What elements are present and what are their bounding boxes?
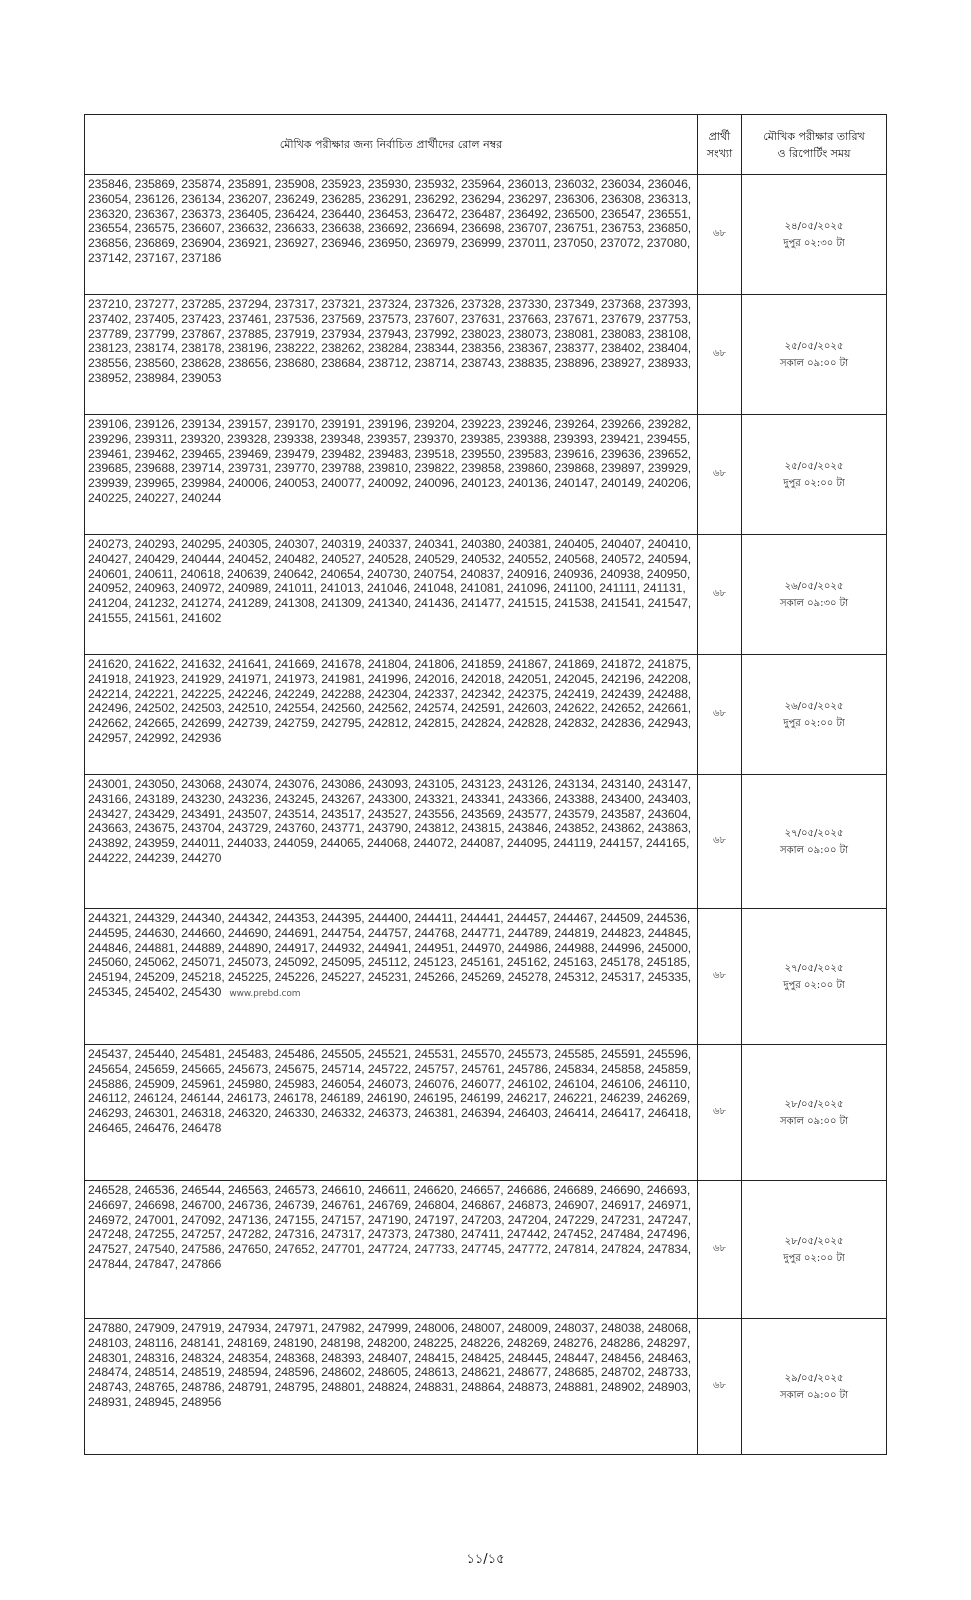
reporting-time: দুপুর ০২:৩০ টা — [783, 237, 845, 249]
date-time-cell — [742, 775, 887, 909]
interview-date: ২৮/০৫/২০২৫ — [784, 1235, 844, 1247]
interview-date: ২৬/০৫/২০২৫ — [784, 700, 844, 712]
interview-date: ২৯/০৫/২০২৫ — [784, 1372, 844, 1384]
roll-numbers-cell: 245437, 245440, 245481, 245483, 245486, 245505, 245521, 245531, 245570, 245573, 245585, 245591, 245596, 245654, 245659, 245665, 245673, 245675, 245714, 245722, 245757, 245761, 245786, 245834, 245858, 245859, 245886, 245909, 245961, 245980, 245983, 246054, 246073, 246076, 246077, 246102, 246104, 246106, 246110, 246112, 246124, 246144, 246173, 246178, 246189, 246190, 246195, 246199, 246217, 246221, 246239, 246269, 246293, 246301, 246318, 246320, 246330, 246332, 246373, 246381, 246394, 246403, 246414, 246417, 246418, 246465, 246476, 246478 — [85, 1045, 698, 1181]
roll-numbers-cell: 241620, 241622, 241632, 241641, 241669, 241678, 241804, 241806, 241859, 241867, 241869, 241872, 241875, 241918, 241923, 241929, 241971, 241973, 241981, 241996, 242016, 242018, 242051, 242045, 242196, 242208, 242214, 242221, 242225, 242246, 242249, 242288, 242304, 242337, 242342, 242375, 242419, 242439, 242488, 242496, 242502, 242503, 242510, 242554, 242560, 242562, 242574, 242591, 242603, 242622, 242652, 242661, 242662, 242665, 242699, 242739, 242759, 242795, 242812, 242815, 242824, 242828, 242832, 242836, 242943, 242957, 242992, 242936 — [85, 655, 698, 775]
date-time-cell — [742, 415, 887, 535]
candidate-count: ৬৮ — [698, 1319, 742, 1455]
table-row — [85, 175, 887, 295]
reporting-time: সকাল ০৯:০০ টা — [779, 1389, 849, 1401]
interview-date: ২৮/০৫/২০২৫ — [784, 1098, 844, 1110]
candidate-count: ৬৮ — [698, 909, 742, 1045]
roll-numbers-cell: 239106, 239126, 239134, 239157, 239170, 239191, 239196, 239204, 239223, 239246, 239264, 239266, 239282, 239296, 239311, 239320, 239328, 239338, 239348, 239357, 239370, 239385, 239388, 239393, 239421, 239455, 239461, 239462, 239465, 239469, 239479, 239482, 239483, 239518, 239550, 239583, 239616, 239636, 239652, 239685, 239688, 239714, 239731, 239770, 239788, 239810, 239822, 239858, 239860, 239868, 239897, 239929, 239939, 239965, 239984, 240006, 240053, 240077, 240092, 240096, 240123, 240136, 240147, 240149, 240206, 240225, 240227, 240244 — [85, 415, 698, 535]
candidate-count: ৬৮ — [698, 1045, 742, 1181]
date-time-cell — [742, 1181, 887, 1319]
interview-date: ২৫/০৫/২০২৫ — [784, 460, 844, 472]
date-column-header: মৌখিক পরীক্ষার তারিখ ও রিপোর্টিং সময় — [742, 115, 887, 175]
interview-date: ২৪/০৫/২০২৫ — [784, 220, 844, 232]
interview-date: ২৭/০৫/২০২৫ — [784, 962, 844, 974]
candidate-count: ৬৮ — [698, 295, 742, 415]
date-time-cell — [742, 1045, 887, 1181]
table-row — [85, 415, 887, 535]
table-row — [85, 655, 887, 775]
date-time-cell — [742, 175, 887, 295]
roll-numbers-cell — [85, 909, 698, 1045]
reporting-time: সকাল ০৯:৩০ টা — [779, 597, 849, 609]
candidate-count: ৬৮ — [698, 655, 742, 775]
count-column-header: প্রার্থী সংখ্যা — [698, 115, 742, 175]
candidate-count: ৬৮ — [698, 175, 742, 295]
interview-schedule-table — [84, 114, 887, 1455]
table-row — [85, 909, 887, 1045]
roll-numbers-cell: 247880, 247909, 247919, 247934, 247971, 247982, 247999, 248006, 248007, 248009, 248037, 248038, 248068, 248103, 248116, 248141, 248169, 248190, 248198, 248200, 248225, 248226, 248269, 248276, 248286, 248297, 248301, 248316, 248324, 248354, 248368, 248393, 248407, 248415, 248425, 248445, 248447, 248456, 248463, 248474, 248514, 248519, 248594, 248596, 248602, 248605, 248613, 248621, 248677, 248685, 248702, 248733, 248743, 248765, 248786, 248791, 248795, 248801, 248824, 248831, 248864, 248873, 248881, 248902, 248903, 248931, 248945, 248956 — [85, 1319, 698, 1455]
reporting-time: দুপুর ০২:০০ টা — [783, 1252, 845, 1264]
rolls-column-header: মৌখিক পরীক্ষার জন্য নির্বাচিত প্রার্থীদের রোল নম্বর — [85, 115, 698, 175]
date-time-cell — [742, 655, 887, 775]
candidate-count: ৬৮ — [698, 415, 742, 535]
reporting-time: দুপুর ০২:০০ টা — [783, 717, 845, 729]
page-number: ১১/১৫ — [466, 1552, 505, 1567]
date-time-cell — [742, 1319, 887, 1455]
date-time-cell — [742, 535, 887, 655]
roll-numbers-cell: 235846, 235869, 235874, 235891, 235908, 235923, 235930, 235932, 235964, 236013, 236032, 236034, 236046, 236054, 236126, 236134, 236207, 236249, 236285, 236291, 236292, 236294, 236297, 236306, 236308, 236313, 236320, 236367, 236373, 236405, 236424, 236440, 236453, 236472, 236487, 236492, 236500, 236547, 236551, 236554, 236575, 236607, 236632, 236633, 236638, 236692, 236694, 236698, 236707, 236751, 236753, 236850, 236856, 236869, 236904, 236921, 236927, 236946, 236950, 236979, 236999, 237011, 237050, 237072, 237080, 237142, 237167, 237186 — [85, 175, 698, 295]
roll-numbers-cell: 240273, 240293, 240295, 240305, 240307, 240319, 240337, 240341, 240380, 240381, 240405, 240407, 240410, 240427, 240429, 240444, 240452, 240482, 240527, 240528, 240529, 240532, 240552, 240568, 240572, 240594, 240601, 240611, 240618, 240639, 240642, 240654, 240730, 240754, 240837, 240916, 240936, 240938, 240950, 240952, 240963, 240972, 240989, 241011, 241013, 241046, 241048, 241081, 241096, 241100, 241111, 241131, 241204, 241232, 241274, 241289, 241308, 241309, 241340, 241436, 241477, 241515, 241538, 241541, 241547, 241555, 241561, 241602 — [85, 535, 698, 655]
table-row — [85, 1181, 887, 1319]
table-row — [85, 535, 887, 655]
interview-date: ২৬/০৫/২০২৫ — [784, 580, 844, 592]
table-row — [85, 295, 887, 415]
reporting-time: সকাল ০৯:০০ টা — [779, 844, 849, 856]
interview-date: ২৫/০৫/২০২৫ — [784, 340, 844, 352]
reporting-time: দুপুর ০২:০০ টা — [783, 979, 845, 991]
date-time-cell — [742, 295, 887, 415]
reporting-time: দুপুর ০২:০০ টা — [783, 477, 845, 489]
date-time-cell — [742, 909, 887, 1045]
watermark-text: www.prebd.com — [229, 988, 301, 999]
table-row — [85, 775, 887, 909]
candidate-count: ৬৮ — [698, 535, 742, 655]
candidate-count: ৬৮ — [698, 1181, 742, 1319]
table-header-row — [85, 115, 887, 175]
reporting-time: সকাল ০৯:০০ টা — [779, 357, 849, 369]
roll-numbers-cell: 243001, 243050, 243068, 243074, 243076, 243086, 243093, 243105, 243123, 243126, 243134, 243140, 243147, 243166, 243189, 243230, 243236, 243245, 243267, 243300, 243321, 243341, 243366, 243388, 243400, 243403, 243427, 243429, 243491, 243507, 243514, 243517, 243527, 243556, 243569, 243577, 243579, 243587, 243604, 243663, 243675, 243704, 243729, 243760, 243771, 243790, 243812, 243815, 243846, 243852, 243862, 243863, 243892, 243959, 244011, 244033, 244059, 244065, 244068, 244072, 244087, 244095, 244119, 244157, 244165, 244222, 244239, 244270 — [85, 775, 698, 909]
roll-numbers-cell: 237210, 237277, 237285, 237294, 237317, 237321, 237324, 237326, 237328, 237330, 237349, 237368, 237393, 237402, 237405, 237423, 237461, 237536, 237569, 237573, 237607, 237631, 237663, 237671, 237679, 237753, 237789, 237799, 237867, 237885, 237919, 237934, 237943, 237992, 238023, 238073, 238081, 238083, 238108, 238123, 238174, 238178, 238196, 238222, 238262, 238284, 238344, 238356, 238367, 238377, 238402, 238404, 238556, 238560, 238628, 238656, 238680, 238684, 238712, 238714, 238743, 238835, 238896, 238927, 238933, 238952, 238984, 239053 — [85, 295, 698, 415]
candidate-count: ৬৮ — [698, 775, 742, 909]
table-row — [85, 1045, 887, 1181]
roll-numbers-text: 244321, 244329, 244340, 244342, 244353, 244395, 244400, 244411, 244441, 244457, 244467, 244509, 244536, 244595, 244630, 244660, 244690, 244691, 244754, 244757, 244768, 244771, 244789, 244819, 244823, 244845, 244846, 244881, 244889, 244890, 244917, 244932, 244941, 244951, 244970, 244986, 244988, 244996, 245000, 245060, 245062, 245071, 245073, 245092, 245095, 245112, 245123, 245161, 245162, 245163, 245178, 245185, 245194, 245209, 245218, 245225, 245226, 245227, 245231, 245266, 245269, 245278, 245312, 245317, 245335, 245345, 245402, 245430 — [88, 911, 692, 999]
table-row — [85, 1319, 887, 1455]
roll-numbers-cell: 246528, 246536, 246544, 246563, 246573, 246610, 246611, 246620, 246657, 246686, 246689, 246690, 246693, 246697, 246698, 246700, 246736, 246739, 246761, 246769, 246804, 246867, 246873, 246907, 246917, 246971, 246972, 247001, 247092, 247136, 247155, 247157, 247190, 247197, 247203, 247204, 247229, 247231, 247247, 247248, 247255, 247257, 247282, 247316, 247317, 247373, 247380, 247411, 247442, 247452, 247484, 247496, 247527, 247540, 247586, 247650, 247652, 247701, 247724, 247733, 247745, 247772, 247814, 247824, 247834, 247844, 247847, 247866 — [85, 1181, 698, 1319]
reporting-time: সকাল ০৯:০০ টা — [779, 1115, 849, 1127]
interview-date: ২৭/০৫/২০২৫ — [784, 827, 844, 839]
